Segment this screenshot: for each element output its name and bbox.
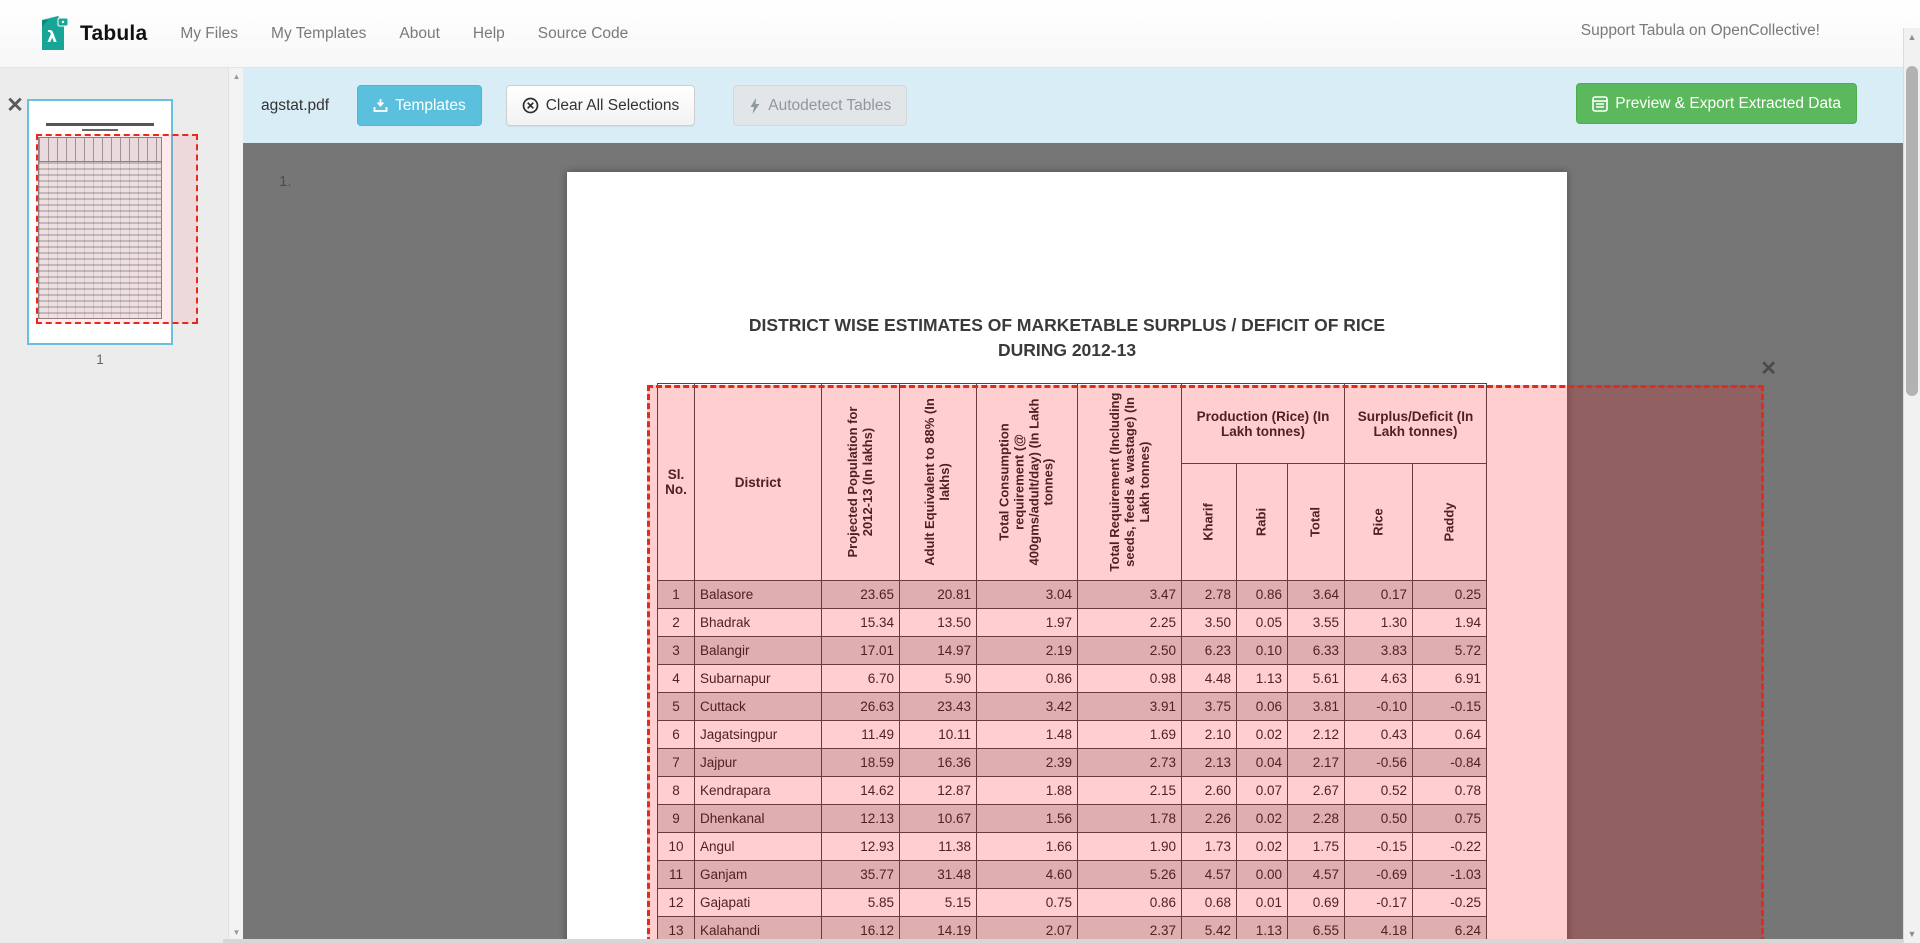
table-cell: 3.75	[1182, 693, 1237, 721]
col-header-total-consumption: Total Consumption requirement (@ 400gms/adult/day) (In Lakh tonnes)	[977, 384, 1078, 581]
table-cell: -0.69	[1345, 861, 1413, 889]
table-cell: 0.25	[1413, 581, 1487, 609]
table-cell: 6	[658, 721, 695, 749]
table-cell: 0.75	[977, 889, 1078, 917]
preview-export-button[interactable]	[1576, 83, 1857, 124]
remove-page-icon[interactable]: ✕	[6, 94, 24, 117]
table-cell: 3.42	[977, 693, 1078, 721]
templates-button[interactable]	[357, 85, 482, 126]
table-cell: 5	[658, 693, 695, 721]
table-cell: 3.64	[1288, 581, 1345, 609]
navbar	[0, 0, 1920, 68]
sidebar-scrollbar[interactable]	[228, 68, 243, 943]
table-cell: 11.49	[822, 721, 900, 749]
thumbnail-page-number: 1	[96, 352, 104, 367]
table-cell: 0.86	[977, 665, 1078, 693]
table-cell: 5.85	[822, 889, 900, 917]
table-cell: 12.13	[822, 805, 900, 833]
table-cell: 4.60	[977, 861, 1078, 889]
viewer-page-label: 1.	[279, 173, 292, 190]
selection-close-icon[interactable]: ✕	[1760, 358, 1777, 380]
table-cell: 0.52	[1345, 777, 1413, 805]
table-cell: 7	[658, 749, 695, 777]
table-cell: 1	[658, 581, 695, 609]
table-cell: 5.61	[1288, 665, 1345, 693]
table-cell: 5.26	[1078, 861, 1182, 889]
table-cell: 0.17	[1345, 581, 1413, 609]
col-header-adult-equivalent: Adult Equivalent to 88% (In lakhs)	[900, 384, 977, 581]
table-cell: 4.48	[1182, 665, 1237, 693]
table-cell: 4.57	[1182, 861, 1237, 889]
table-cell: 2.26	[1182, 805, 1237, 833]
table-cell: 2.15	[1078, 777, 1182, 805]
col-header-rice: Rice	[1345, 464, 1413, 581]
nav-item-about[interactable]: About	[399, 24, 440, 42]
table-cell: 2.19	[977, 637, 1078, 665]
table-cell: 0.02	[1237, 721, 1288, 749]
main-scrollbar[interactable]	[1903, 28, 1920, 943]
table-cell: -0.84	[1413, 749, 1487, 777]
table-cell: 4	[658, 665, 695, 693]
pdf-title-line2: DURING 2012-13	[997, 340, 1137, 360]
table-cell: 1.78	[1078, 805, 1182, 833]
col-header-kharif: Kharif	[1182, 464, 1237, 581]
table-cell: Jajpur	[695, 749, 822, 777]
horizontal-scrollbar-track[interactable]	[223, 939, 1903, 943]
table-cell: 2.13	[1182, 749, 1237, 777]
autodetect-tables-button[interactable]	[733, 85, 907, 126]
table-cell: 0.98	[1078, 665, 1182, 693]
col-header-district: District	[695, 384, 822, 581]
table-cell: 3.83	[1345, 637, 1413, 665]
table-cell: 14.19	[900, 917, 977, 943]
table-cell: 0.75	[1413, 805, 1487, 833]
table-cell: 1.97	[977, 609, 1078, 637]
scroll-up-icon[interactable]: ▲	[232, 72, 241, 81]
table-cell: 5.42	[1182, 917, 1237, 943]
table-cell: 5.15	[900, 889, 977, 917]
table-list-icon	[1592, 96, 1608, 112]
table-cell: 4.63	[1345, 665, 1413, 693]
nav-items	[180, 25, 628, 43]
table-cell: 12.87	[900, 777, 977, 805]
col-group-production: Production (Rice) (In Lakh tonnes)	[1182, 384, 1345, 464]
table-cell: 15.34	[822, 609, 900, 637]
table-cell: 14.62	[822, 777, 900, 805]
preview-export-label: Preview & Export Extracted Data	[1615, 94, 1841, 112]
table-cell: Angul	[695, 833, 822, 861]
table-cell: 16.12	[822, 917, 900, 943]
lightning-bolt-icon	[749, 98, 761, 114]
thumbnail-title-line	[82, 129, 118, 131]
table-cell: 4.57	[1288, 861, 1345, 889]
pdf-title	[567, 313, 1567, 363]
table-cell: 13	[658, 917, 695, 943]
table-cell: 0.01	[1237, 889, 1288, 917]
scroll-down-icon[interactable]: ▼	[1907, 929, 1917, 939]
table-cell: 0.69	[1288, 889, 1345, 917]
table-cell: 23.65	[822, 581, 900, 609]
table-cell: -0.56	[1345, 749, 1413, 777]
table-cell: 0.10	[1237, 637, 1288, 665]
thumbnail-title-line	[46, 123, 154, 126]
table-cell: -1.03	[1413, 861, 1487, 889]
templates-button-label: Templates	[395, 96, 466, 114]
table-cell: 1.48	[977, 721, 1078, 749]
pdf-title-line1: DISTRICT WISE ESTIMATES OF MARKETABLE SURPLUS / DEFICIT OF RICE	[748, 315, 1386, 335]
table-cell: 0.78	[1413, 777, 1487, 805]
table-cell: 17.01	[822, 637, 900, 665]
table-cell: Dhenkanal	[695, 805, 822, 833]
table-cell: 35.77	[822, 861, 900, 889]
table-cell: 3.55	[1288, 609, 1345, 637]
table-cell: 8	[658, 777, 695, 805]
brand[interactable]	[38, 14, 147, 54]
table-cell: 6.91	[1413, 665, 1487, 693]
table-cell: 2.67	[1288, 777, 1345, 805]
table-cell: 0.43	[1345, 721, 1413, 749]
table-cell: -0.10	[1345, 693, 1413, 721]
tabula-logo-icon	[38, 14, 70, 54]
table-cell: 1.75	[1288, 833, 1345, 861]
table-cell: 2.78	[1182, 581, 1237, 609]
table-cell: 3.50	[1182, 609, 1237, 637]
scroll-up-icon[interactable]: ▲	[1907, 32, 1917, 42]
page-thumbnail[interactable]	[27, 99, 173, 345]
table-cell: 6.55	[1288, 917, 1345, 943]
nav-item-help[interactable]: Help	[472, 24, 505, 42]
table-cell: 1.66	[977, 833, 1078, 861]
table-cell: 2.12	[1288, 721, 1345, 749]
table-cell: 23.43	[900, 693, 977, 721]
table-cell: 0.00	[1237, 861, 1288, 889]
pdf-viewer	[243, 143, 1903, 943]
table-cell: Bhadrak	[695, 609, 822, 637]
table-cell: 2.25	[1078, 609, 1182, 637]
templates-icon	[373, 98, 388, 113]
brand-name: Tabula	[80, 21, 148, 45]
circle-x-icon	[522, 97, 539, 114]
col-header-sl-no: Sl. No.	[658, 384, 695, 581]
table-cell: 2.73	[1078, 749, 1182, 777]
table-cell: 2.28	[1288, 805, 1345, 833]
table-cell: 11.38	[900, 833, 977, 861]
table-cell: Balasore	[695, 581, 822, 609]
thumbnail-sidebar	[0, 68, 243, 943]
table-cell: 1.13	[1237, 917, 1288, 943]
nav-item-my-templates[interactable]: My Templates	[271, 24, 367, 42]
table-cell: 2.37	[1078, 917, 1182, 943]
table-cell: 31.48	[900, 861, 977, 889]
table-cell: -0.15	[1345, 833, 1413, 861]
table-cell: Jagatsingpur	[695, 721, 822, 749]
table-cell: 0.02	[1237, 833, 1288, 861]
table-cell: 11	[658, 861, 695, 889]
table-cell: 9	[658, 805, 695, 833]
support-link[interactable]: Support Tabula on OpenCollective!	[1580, 22, 1820, 39]
table-cell: -0.22	[1413, 833, 1487, 861]
nav-item-source-code[interactable]: Source Code	[537, 24, 629, 42]
table-cell: Kalahandi	[695, 917, 822, 943]
table-cell: 20.81	[900, 581, 977, 609]
table-cell: 10.67	[900, 805, 977, 833]
table-cell: 1.94	[1413, 609, 1487, 637]
table-cell: 26.63	[822, 693, 900, 721]
table-cell: 3	[658, 637, 695, 665]
table-cell: Cuttack	[695, 693, 822, 721]
table-cell: 10	[658, 833, 695, 861]
table-cell: 2	[658, 609, 695, 637]
table-cell: 6.23	[1182, 637, 1237, 665]
table-cell: 2.17	[1288, 749, 1345, 777]
table-cell: 1.30	[1345, 609, 1413, 637]
toolbar	[243, 68, 1920, 143]
thumbnail-table-header	[39, 138, 161, 162]
table-cell: Ganjam	[695, 861, 822, 889]
table-cell: Gajapati	[695, 889, 822, 917]
table-cell: 1.88	[977, 777, 1078, 805]
table-cell: 0.02	[1237, 805, 1288, 833]
filename-label: agstat.pdf	[261, 96, 330, 114]
table-cell: 0.68	[1182, 889, 1237, 917]
col-header-projected-population: Projected Population for 2012-13 (In lakhs)	[822, 384, 900, 581]
table-cell: 0.04	[1237, 749, 1288, 777]
svg-text:λ: λ	[47, 26, 58, 46]
table-cell: 12	[658, 889, 695, 917]
scroll-down-icon[interactable]: ▼	[232, 928, 241, 937]
table-cell: 1.90	[1078, 833, 1182, 861]
table-cell: 10.11	[900, 721, 977, 749]
table-cell: 4.18	[1345, 917, 1413, 943]
table-cell: 0.50	[1345, 805, 1413, 833]
table-cell: Kendrapara	[695, 777, 822, 805]
nav-item-my-files[interactable]: My Files	[180, 24, 239, 42]
col-header-total: Total	[1288, 464, 1345, 581]
table-cell: 14.97	[900, 637, 977, 665]
selection-box[interactable]	[647, 358, 1777, 943]
table-cell: 5.90	[900, 665, 977, 693]
table-cell: 6.33	[1288, 637, 1345, 665]
scrollbar-thumb[interactable]	[1906, 66, 1918, 396]
table-cell: 3.04	[977, 581, 1078, 609]
table-cell: 6.24	[1413, 917, 1487, 943]
clear-selections-label: Clear All Selections	[545, 96, 680, 114]
table-cell: 2.60	[1182, 777, 1237, 805]
table-cell: 1.69	[1078, 721, 1182, 749]
table-cell: 12.93	[822, 833, 900, 861]
table-cell: 0.05	[1237, 609, 1288, 637]
table-cell: 3.91	[1078, 693, 1182, 721]
table-cell: 2.39	[977, 749, 1078, 777]
table-cell: Subarnapur	[695, 665, 822, 693]
table-cell: 0.06	[1237, 693, 1288, 721]
table-cell: 3.81	[1288, 693, 1345, 721]
autodetect-tables-label: Autodetect Tables	[768, 96, 892, 114]
col-header-total-requirement: Total Requirement (Including seeds, feeds & wastage) (In Lakh tonnes)	[1078, 384, 1182, 581]
table-cell: Balangir	[695, 637, 822, 665]
thumbnail-table-body	[39, 162, 161, 318]
col-header-paddy: Paddy	[1413, 464, 1487, 581]
table-cell: 2.50	[1078, 637, 1182, 665]
table-cell: 6.70	[822, 665, 900, 693]
table-cell: 1.13	[1237, 665, 1288, 693]
table-cell: -0.15	[1413, 693, 1487, 721]
col-group-surplus-deficit: Surplus/Deficit (In Lakh tonnes)	[1345, 384, 1487, 464]
table-cell: 2.07	[977, 917, 1078, 943]
table-cell: 18.59	[822, 749, 900, 777]
table-cell: -0.17	[1345, 889, 1413, 917]
clear-selections-button[interactable]	[506, 85, 696, 126]
table-cell: 5.72	[1413, 637, 1487, 665]
table-cell: 0.86	[1237, 581, 1288, 609]
table-cell: 3.47	[1078, 581, 1182, 609]
table-cell: 1.73	[1182, 833, 1237, 861]
thumbnail-table	[38, 137, 162, 319]
col-header-rabi: Rabi	[1237, 464, 1288, 581]
table-cell: 0.07	[1237, 777, 1288, 805]
table-cell: 16.36	[900, 749, 977, 777]
table-cell: 13.50	[900, 609, 977, 637]
table-cell: 0.86	[1078, 889, 1182, 917]
table-cell: 0.64	[1413, 721, 1487, 749]
table-cell: 2.10	[1182, 721, 1237, 749]
table-cell: -0.25	[1413, 889, 1487, 917]
table-cell: 1.56	[977, 805, 1078, 833]
